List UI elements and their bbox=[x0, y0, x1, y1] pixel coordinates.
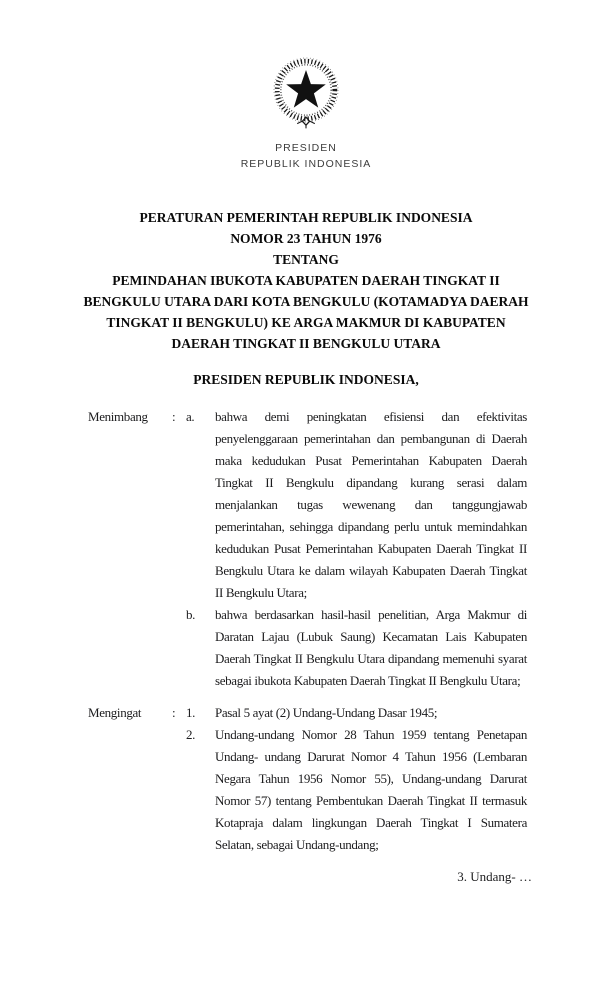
catchword: 3. Undang- … bbox=[457, 869, 532, 884]
item-marker: 1. bbox=[186, 705, 196, 720]
letterhead-republik-indonesia: REPUBLIK INDONESIA bbox=[240, 157, 372, 170]
section-mengingat bbox=[88, 702, 527, 856]
regulation-subject: PEMINDAHAN IBUKOTA KABUPATEN DAERAH TINGKAT II BENGKULU UTARA DARI KOTA BENGKULU (KOTAMADYA DAERAH TINGKAT II BENGKULU) KE ARGA MAKMUR DI KABUPATEN DAERAH TINGKAT II BENGKULU UTARA bbox=[83, 273, 529, 351]
item-marker: 2. bbox=[186, 727, 196, 742]
clause-items bbox=[186, 406, 527, 692]
section-colon: : bbox=[172, 705, 176, 720]
letterhead-presiden: PRESIDEN bbox=[275, 142, 337, 154]
clause-item bbox=[186, 724, 527, 856]
section-label: Mengingat bbox=[88, 705, 142, 720]
section-label: Menimbang bbox=[88, 409, 148, 424]
regulation-title: PERATURAN PEMERINTAH REPUBLIK INDONESIA bbox=[139, 210, 473, 225]
letterhead bbox=[0, 141, 612, 172]
section-menimbang bbox=[88, 406, 527, 692]
item-marker: b. bbox=[186, 607, 196, 622]
item-marker: a. bbox=[186, 409, 195, 424]
clause-item bbox=[186, 604, 527, 692]
item-text: bahwa demi peningkatan efisiensi dan efektivitas penyelenggaraan pemerintahan dan pembangunan di Daerah maka kedudukan Pusat Pemerintahan Kabupaten Daerah Tingkat II Bengkulu dipandang kurang serasi dalam menjalankan tugas wewenang dan tanggungjawab pemerintahan, sehingga dipandang perlu untuk memindahkan kedudukan Pusat Pemerintahan Kabupaten Daerah Tingkat II Bengkulu Utara ke dalam wilayah Kabupaten Daerah Tingkat II Bengkulu Utara; bbox=[215, 409, 527, 600]
document-body bbox=[88, 406, 527, 856]
item-text: Undang-undang Nomor 28 Tahun 1959 tentang Penetapan Undang- undang Darurat Nomor 4 Tahun 1956 (Lembaran Negara Tahun 1956 Nomor 55), Undang-undang Darurat Nomor 57) tentang Pembentukan Daerah Tingkat II termasuk Kotapraja dalam lingkungan Daerah Tingkat I Sumatera Selatan, sebagai Undang-undang; bbox=[215, 727, 527, 852]
item-text: bahwa berdasarkan hasil-hasil penelitian, Arga Makmur di Daratan Lajau (Lubuk Saung) Kecamatan Lais Kabupaten Daerah Tingkat II Bengkulu Utara dipandang memenuhi syarat sebagai ibukota Kabupaten Daerah Tingkat II Bengkulu Utara; bbox=[215, 607, 527, 688]
regulation-tentang: TENTANG bbox=[273, 252, 339, 267]
clause-item bbox=[186, 702, 527, 724]
preamble-heading: PRESIDEN REPUBLIK INDONESIA, bbox=[193, 372, 419, 387]
item-text: Pasal 5 ayat (2) Undang-Undang Dasar 1945; bbox=[215, 705, 438, 720]
presidential-emblem-icon bbox=[266, 52, 346, 136]
clause-items bbox=[186, 702, 527, 856]
title-block bbox=[0, 207, 612, 354]
clause-item bbox=[186, 406, 527, 604]
regulation-number: NOMOR 23 TAHUN 1976 bbox=[230, 231, 382, 246]
section-colon: : bbox=[172, 409, 176, 424]
